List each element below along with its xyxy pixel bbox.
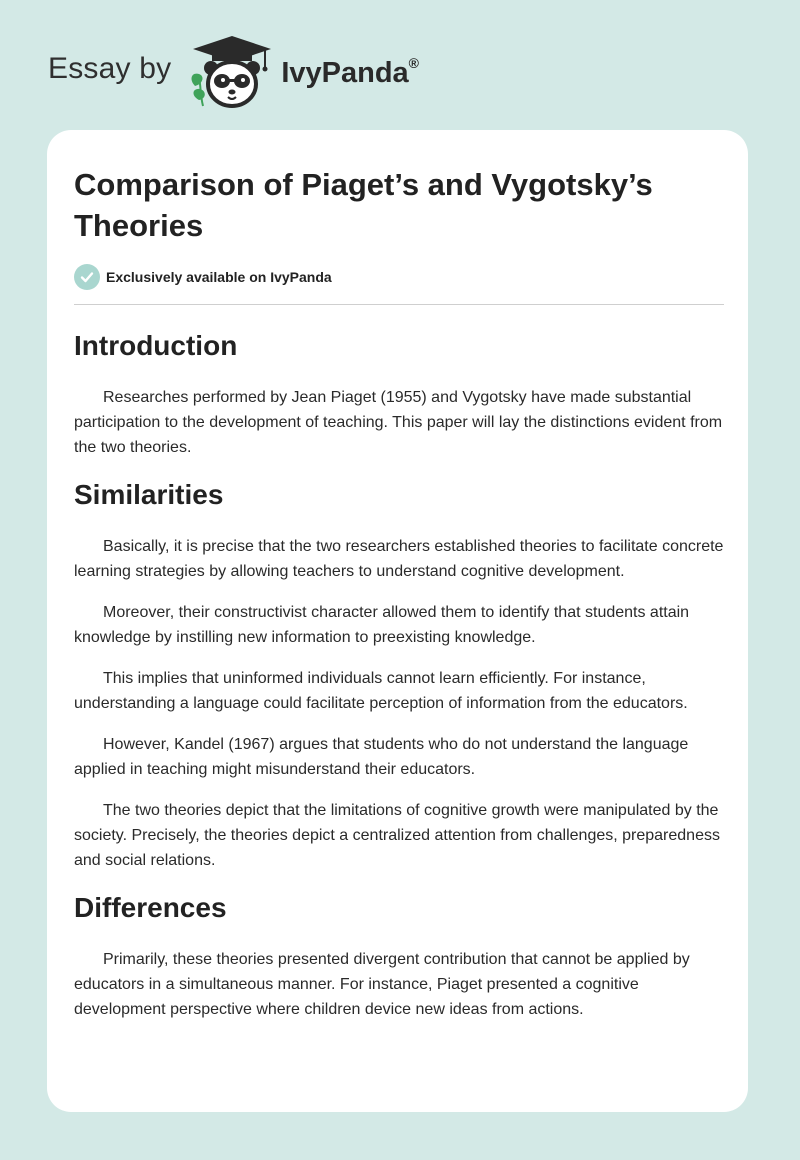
- paragraph: The two theories depict that the limitations of cognitive growth were manipulated by the society. Precisely, the theories depict a centralized attention from challenges, preparedness and social relations.: [74, 802, 720, 869]
- section-heading: Differences: [74, 892, 227, 923]
- paragraph: Researches performed by Jean Piaget (1955) and Vygotsky have made substantial participation to the development of teaching. This paper will lay the distinctions evident from the two theories.: [74, 389, 723, 456]
- divider: [74, 304, 724, 305]
- page-title: Comparison of Piaget’s and Vygotsky’s Theories: [74, 167, 653, 243]
- brand-name: IvyPanda®: [281, 54, 419, 89]
- brand-header: [48, 36, 419, 108]
- badge-text: Exclusively available on IvyPanda: [106, 269, 332, 285]
- section-similarities: [74, 478, 724, 873]
- paragraph: Moreover, their constructivist character allowed them to identify that students attain knowledge by instilling new information to preexisting knowledge.: [74, 604, 690, 646]
- paragraph: Primarily, these theories presented divergent contribution that cannot be applied by educators in a simultaneous manner. For instance, Piaget presented a cognitive development perspective where children device new ideas from actions.: [74, 951, 690, 1018]
- section-introduction: [74, 329, 724, 460]
- essay-content: [74, 164, 724, 1038]
- brand-prefix: Essay by: [48, 52, 172, 85]
- exclusive-badge: [74, 264, 724, 290]
- paragraph: Basically, it is precise that the two researchers established theories to facilitate concrete learning strategies by allowing teachers to understand cognitive development.: [74, 538, 724, 580]
- check-icon: [74, 264, 100, 290]
- paragraph: This implies that uninformed individuals cannot learn efficiently. For instance, understanding a language could facilitate perception of information from the educators.: [74, 670, 688, 712]
- paragraph: However, Kandel (1967) argues that students who do not understand the language applied in teaching might misunderstand their educators.: [74, 736, 689, 778]
- section-heading: Introduction: [74, 330, 238, 361]
- section-heading: Similarities: [74, 479, 224, 510]
- section-differences: [74, 891, 724, 1022]
- panda-graduate-icon: [185, 34, 279, 110]
- essay-card: [47, 130, 748, 1112]
